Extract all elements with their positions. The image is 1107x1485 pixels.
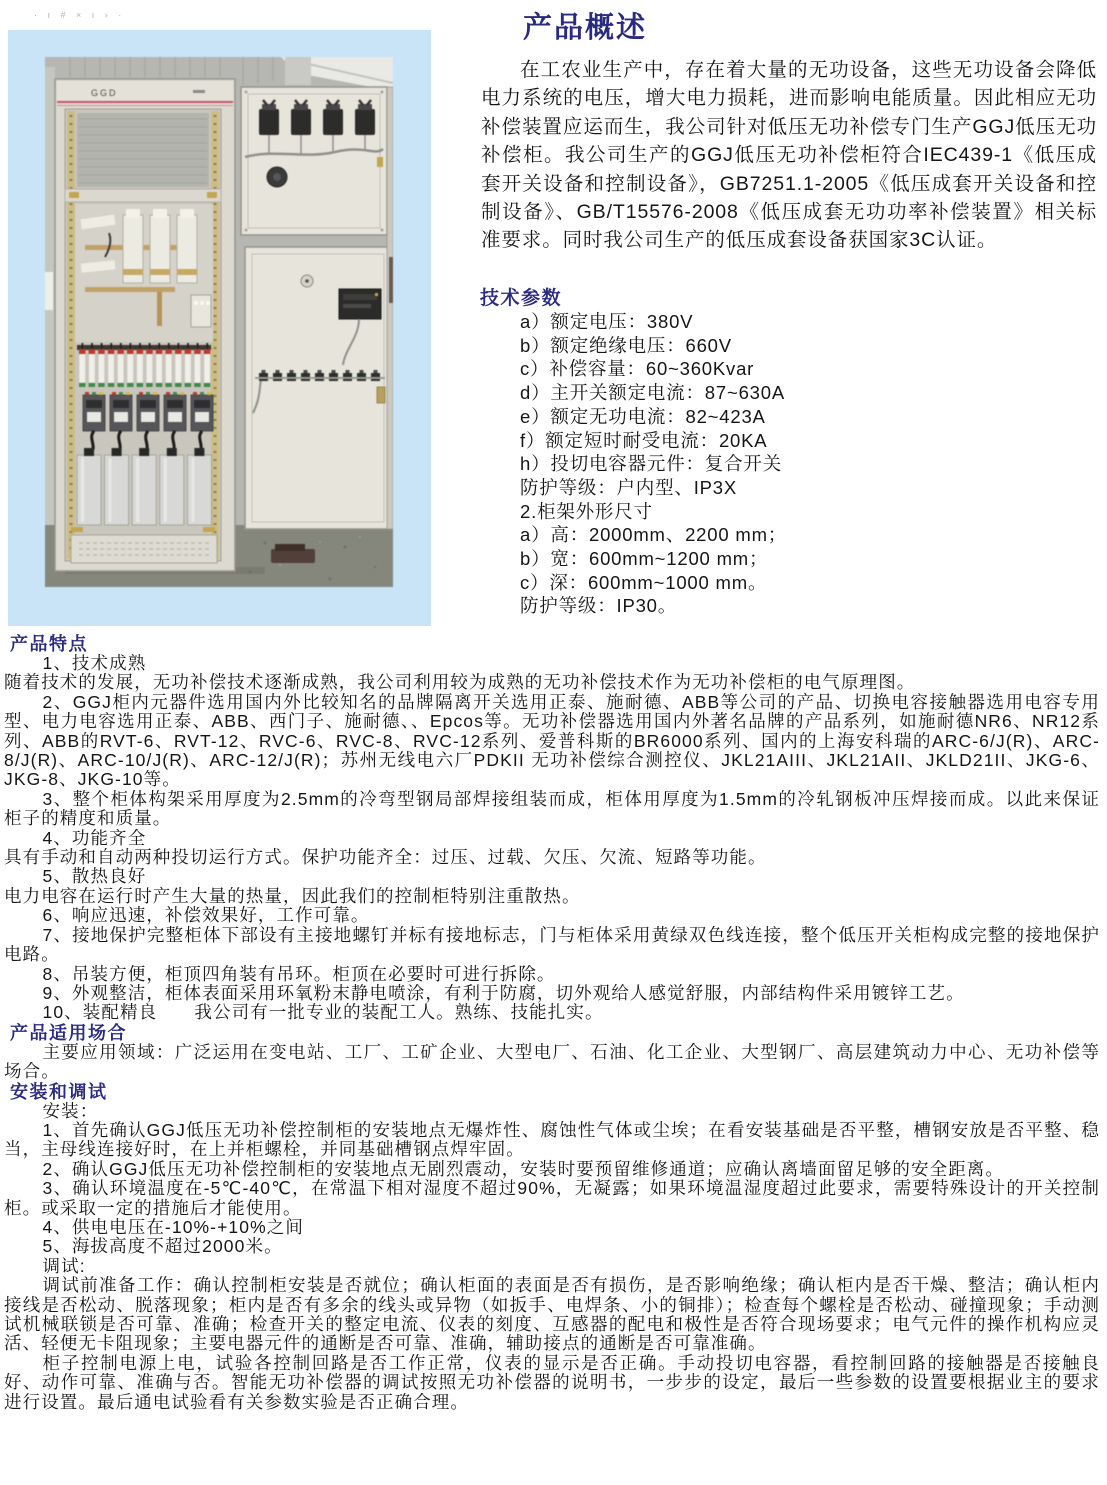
tech-param-item: 2.柜架外形尺寸 [520, 500, 653, 522]
product-photo-panel [8, 30, 431, 626]
upper-door-panel [241, 87, 387, 235]
door-terminal-row [259, 370, 380, 381]
install-item: 5、海拔高度不超过2000米。 [42, 1236, 283, 1257]
tech-param-item: h）投切电容器元件：复合开关 [520, 453, 782, 475]
feature-item: 5、散热良好 [42, 866, 147, 887]
install-sub-label: 安装： [42, 1100, 99, 1121]
tech-params-heading: 技术参数 [480, 288, 563, 309]
corrugated-panel [77, 113, 209, 187]
tech-param-item: a）额定电压：380V [520, 311, 694, 332]
feature-item: 电力电容在运行时产生大量的热量，因此我们的控制柜特别注重散热。 [4, 885, 581, 906]
cabinet-photo [45, 57, 393, 587]
install-heading: 安装和调试 [10, 1081, 108, 1102]
feature-item: 8、吊装方便，柜顶四角装有吊环。柜顶在必要时可进行拆除。 [42, 963, 556, 984]
tech-param-item: c）深：600mm~1000 mm。 [520, 571, 768, 593]
tech-param-item: 防护等级：IP30。 [520, 595, 678, 617]
tech-param-item: 防护等级：户内型、IP3X [520, 476, 738, 498]
feature-item: 1、技术成熟 [42, 653, 147, 673]
feature-item: 具有手动和自动两种投切运行方式。保护功能齐全：过压、过载、欠压、欠流、短路等功能。 [4, 847, 767, 868]
contactor-row [83, 392, 213, 431]
feature-item: 2、GGJ柜内元器件选用国内外比较知名的品牌隔离开关选用正泰、施耐德、ABB等公司的产品、切换电容接触器选用电容专用型、电力电容选用正泰、ABB、西门子、施耐德、、Epcos等。无功补偿器选用国内外著名品牌的产品系列，如施耐德NR6、NR12系列、ABB的RVT-6、RVT-12、RVC-6、RVC-8、RVC-12系列、爱普科斯的BR6000系列、国内的上海安科瑞的ARC-6/J(R)、ARC-8/J(R)、ARC-10/J(R)、ARC-12/J(R)；苏州无线电六厂PDKII 无功补偿综合测控仪、JKL21AIII、JKL21AII、JKLD21II、JKG-6、JKG-8、JKG-10等。 [4, 691, 1100, 790]
tech-param-item: c）补偿容量：60~360Kvar [520, 358, 755, 380]
cabinet-body [55, 79, 235, 571]
install-item: 4、供电电压在-10%-+10%之间 [42, 1216, 304, 1237]
occasions-heading: 产品适用场合 [10, 1022, 127, 1043]
feature-item: 6、响应迅速，补偿效果好，工作可靠。 [42, 905, 370, 926]
tech-param-item: e）额定无功电流：82~423A [520, 405, 766, 427]
page-title: 产品概述 [522, 12, 647, 44]
feature-item: 3、整个柜体构架采用厚度为2.5mm的冷弯型钢局部焊接组装而成，柜体用厚度为1.5mm的冷轧钢板冲压焊接而成。以此来保证柜子的精度和质量。 [4, 788, 1100, 829]
tech-params-list [520, 310, 787, 618]
feature-item: 7、接地保护完整柜体下部设有主接地螺钉并标有接地标志，门与柜体采用黄绿双色线连接，整个低压开关柜构成完整的接地保护电路。 [4, 924, 1100, 965]
debug-paragraph: 调试前准备工作：确认控制柜安装是否就位；确认柜面的表面是否有损伤，是否影响绝缘；确认柜内是否干燥、整洁；确认柜内接线是否松动、脱落现象；柜内是否有多余的线头或异物（如扳手、电焊条、小的铜排）；检查每个螺栓是否松动、碰撞现象；手动测试机械联锁是否可靠、准确；检查开关的整定电流、仪表的刻度、互感器的配电和极性是否符合现场要求；电气元件的操作机构应灵活、轻便无卡阻现象；主要电器元件的通断是否可靠、准确，辅助接点的通断是否可靠准确。 [4, 1275, 1100, 1354]
install-item: 3、确认环境温度在-5℃-40℃，在常温下相对湿度不超过90%，无凝露；如果环境温湿度超过此要求，需要特殊设计的开关控制柜。或采取一定的措施后才能使用。 [4, 1178, 1100, 1218]
install-item: 2、确认GGJ低压无功补偿控制柜的安装地点无剧烈震动，安装时要预留维修通道；应确认离墙面留足够的安全距离。 [42, 1158, 1005, 1179]
overview-paragraph: 在工农业生产中，存在着大量的无功设备，这些无功设备会降低电力系统的电压，增大电力损耗，进而影响电能质量。因此相应无功补偿装置应运而生，我公司针对低压无功补偿专门生产GGJ低压无功补偿柜。我公司生产的GGJ低压无功补偿柜符合IEC439-1《低压成套开关设备和控制设备》，GB7251.1-2005《低压成套开关设备和控制设备》、GB/T15576-2008《低压成套无功功率补偿装置》相关标准要求。同时我公司生产的低压成套设备获国家3C认证。 [481, 59, 1097, 252]
feature-item: 随着技术的发展，无功补偿技术逐渐成熟，我公司利用较为成熟的无功补偿技术作为无功补偿柜的电气原理图。 [4, 672, 916, 693]
feature-item: 4、功能齐全 [42, 827, 147, 848]
install-item: 1、首先确认GGJ低压无功补偿控制柜的安装地点无爆炸性、腐蚀性气体或尘埃；在看安装基础是否平整，槽钢安放是否平整、稳当，主母线连接好时，在上并柜螺栓，并同基础槽钢点焊牢固。 [4, 1119, 1100, 1160]
feature-item: 9、外观整洁，柜体表面采用环氧粉末静电喷涂，有利于防腐，切外观给人感觉舒服，内部结构件采用镀锌工艺。 [42, 982, 965, 1003]
tech-param-item: f）额定短时耐受电流：20KA [520, 429, 768, 451]
feature-item: 10、装配精良 我公司有一批专业的装配工人。熟练、技能扎实。 [42, 1002, 604, 1023]
capacitor-bank [77, 448, 211, 525]
main-fuses [123, 209, 197, 283]
features-heading: 产品特点 [10, 634, 88, 654]
tech-param-item: b）额定绝缘电压：660V [520, 334, 732, 356]
occasions-text: 主要应用领域：广泛运用在变电站、工厂、工矿企业、大型电厂、石油、化工企业、大型钢厂、高层建筑动力中心、无功补偿等场合。 [4, 1041, 1100, 1082]
door-lock [377, 387, 385, 403]
tech-param-item: a）高：2000mm、2200 mm； [520, 524, 788, 546]
red-stripe [57, 101, 233, 103]
tech-param-item: d）主开关额定电流：87~630A [520, 382, 785, 404]
debug-label: 调试: [42, 1255, 86, 1276]
faint-scan-marks: · ı # × ı › · [34, 10, 126, 20]
debug-paragraph: 柜子控制电源上电，试验各控制回路是否工作正常，仪表的显示是否正确。手动投切电容器，看控制回路的接触器是否接触良好、动作可靠、准确与否。智能无功补偿器的调试按照无功补偿器的说明书，一步步的设定，最后一些参数的设置要根据业主的要求进行设置。最后通电试验看有关参数实验是否正确合理。 [4, 1352, 1100, 1412]
door-hinge-strip [387, 87, 393, 529]
tech-param-item: b）宽：600mm~1200 mm； [520, 548, 769, 570]
bottom-sections [4, 634, 1100, 1412]
adjacent-cabinet-edge [45, 67, 55, 557]
cabinet-model-label: GGD [91, 88, 118, 98]
